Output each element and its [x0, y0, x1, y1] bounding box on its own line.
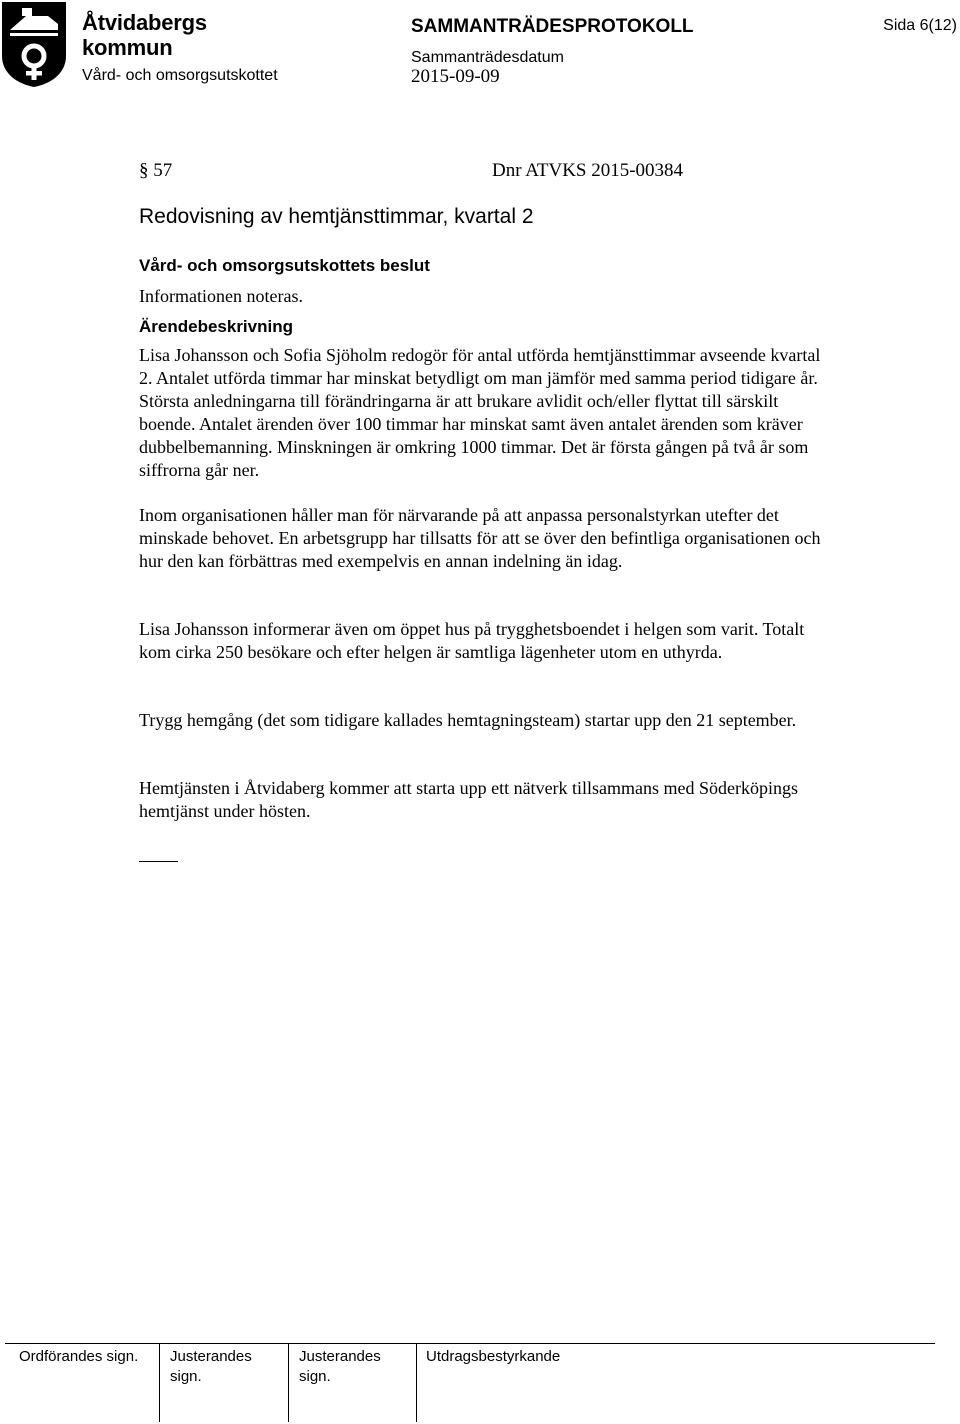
description-heading: Ärendebeskrivning	[139, 317, 293, 336]
footer-separator	[416, 1343, 417, 1422]
description-paragraph: Inom organisationen håller man för närvarande på att anpassa personalstyrkan utefter det minskade behovet. En arbetsgrupp har tillsatts för att se över den befintliga organisationen och hur den kan förbättras med exempelvis en annan indelning än idag.	[139, 505, 821, 571]
diary-number: Dnr ATVKS 2015-00384	[492, 160, 684, 181]
description-paragraph: Lisa Johansson informerar även om öppet hus på trygghetsboendet i helgen som varit. Totalt kom cirka 250 besökare och efter helgen är samtliga lägenheter utom en uthyrda.	[139, 619, 805, 662]
footer-cell-chair-signature: Ordförandes sign.	[19, 1348, 139, 1365]
paragraph-number: § 57	[139, 160, 173, 181]
organization-name	[82, 10, 207, 60]
page-number: Sida 6(12)	[883, 17, 957, 34]
municipal-coat-of-arms-icon	[0, 0, 68, 88]
footer-cell-extract-certification: Utdragsbestyrkande	[426, 1348, 561, 1365]
closing-rule	[139, 861, 178, 862]
footer-separator	[159, 1343, 160, 1422]
description-paragraph: Trygg hemgång (det som tidigare kallades hemtagningsteam) startar upp den 21 september.	[139, 710, 797, 730]
meeting-date-label: Sammanträdesdatum	[411, 49, 564, 66]
meeting-date: 2015-09-09	[411, 66, 500, 87]
description-paragraph: Hemtjänsten i Åtvidaberg kommer att starta upp ett nätverk tillsammans med Söderköpings hemtjänst under hösten.	[139, 778, 799, 821]
organization-unit: Vård- och omsorgsutskottet	[82, 67, 278, 84]
organization-name-line2: kommun	[82, 35, 173, 60]
document-type: SAMMANTRÄDESPROTOKOLL	[411, 16, 694, 37]
footer-cell-adjuster-signature: Justerandes sign.	[170, 1348, 252, 1385]
footer-cell-adjuster-signature: Justerandes sign.	[299, 1348, 381, 1385]
case-title: Redovisning av hemtjänsttimmar, kvartal 2	[139, 205, 534, 228]
decision-heading: Vård- och omsorgsutskottets beslut	[139, 256, 430, 275]
footer-separator	[288, 1343, 289, 1422]
footer-rule	[5, 1343, 935, 1344]
signature-footer	[0, 1343, 960, 1424]
description-paragraph: Lisa Johansson och Sofia Sjöholm redogör för antal utförda hemtjänsttimmar avseende kvartal 2. Antalet utförda timmar har minskat betydligt om man jämför med samma period tidigare år. Största anledningarna till förändringarna är att brukare avlidit och/eller flyttat till särskilt boende. Antalet ärenden över 100 timmar har minskat samt även antalet ärenden som kräver dubbelbemanning. Minskningen är omkring 1000 timmar. Det är första gången på två år som siffrorna går ner.	[139, 345, 821, 480]
organization-name-line1: Åtvidabergs	[82, 10, 207, 35]
decision-text: Informationen noteras.	[139, 286, 303, 306]
